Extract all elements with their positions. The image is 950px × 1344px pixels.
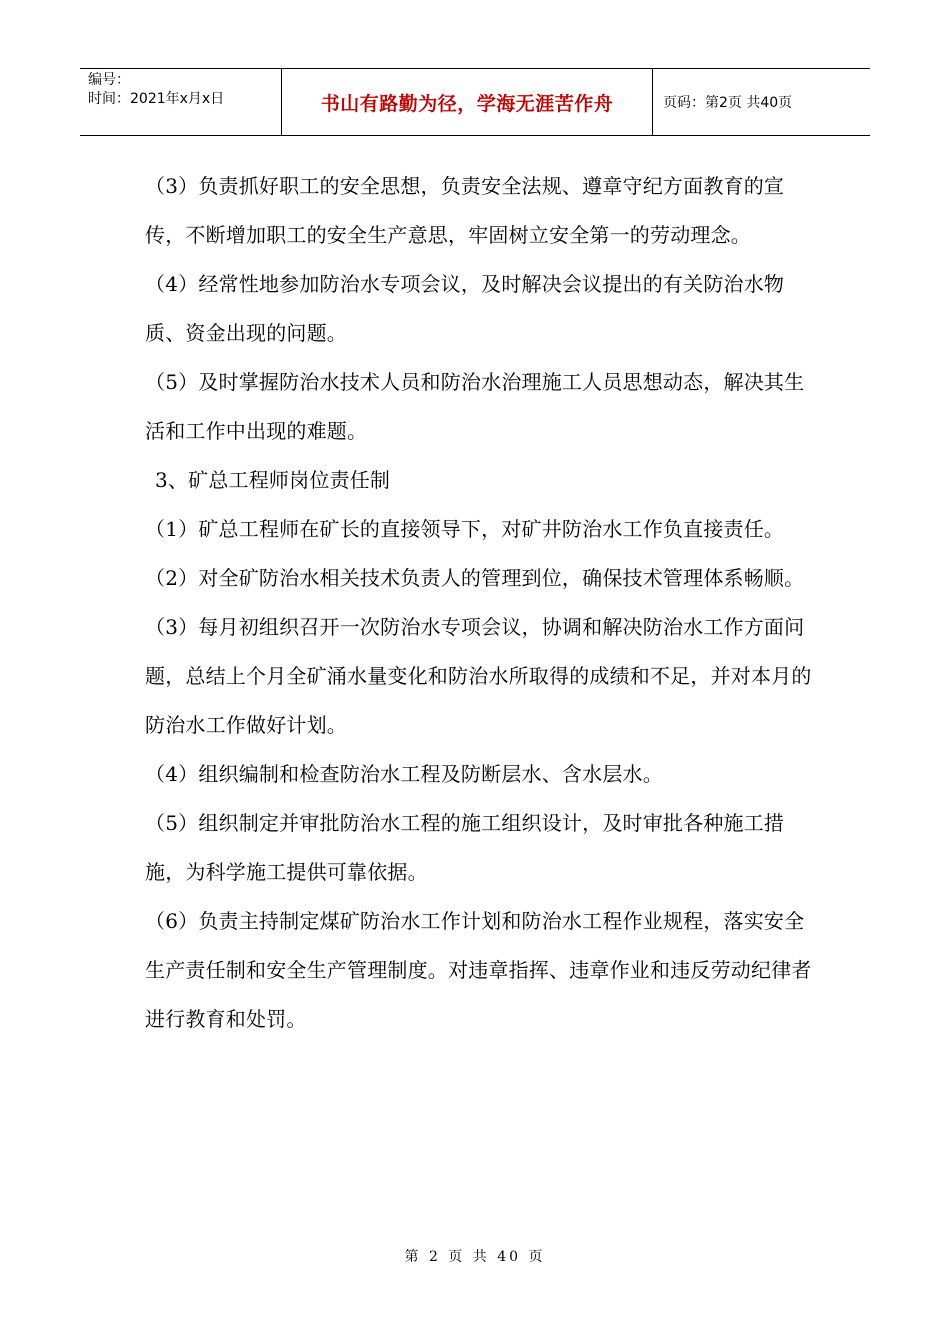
page-header xyxy=(80,68,870,136)
paragraph: （1）矿总工程师在矿长的直接领导下，对矿井防治水工作负直接责任。 xyxy=(145,517,785,541)
paragraph: （4）经常性地参加防治水专项会议，及时解决会议提出的有关防治水物质、资金出现的问题。 xyxy=(145,272,785,345)
document-date: 时间：2021年x月x日 xyxy=(88,91,225,107)
header-motto: 书山有路勤为径，学海无涯苦作舟 xyxy=(282,69,653,135)
paragraph: （3）每月初组织召开一次防治水专项会议，协调和解决防治水工作方面问题，总结上个月全矿涌水量变化和防治水所取得的成绩和不足，并对本月的防治水工作做好计划。 xyxy=(145,615,812,737)
page-footer: 第 2 页 共 40 页 xyxy=(404,1249,546,1265)
paragraph: （5）组织制定并审批防治水工程的施工组织设计，及时审批各种施工措施，为科学施工提供可靠依据。 xyxy=(145,811,785,884)
header-page-info: 页码：第2页 共40页 xyxy=(663,95,793,111)
paragraph: （4）组织编制和检查防治水工程及防断层水、含水层水。 xyxy=(145,762,663,786)
paragraph: （5）及时掌握防治水技术人员和防治水治理施工人员思想动态，解决其生活和工作中出现的难题。 xyxy=(145,370,805,443)
section-heading: 3、矿总工程师岗位责任制 xyxy=(155,468,391,492)
document-number-label: 编号： xyxy=(88,72,130,88)
paragraph: （3）负责抓好职工的安全思想，负责安全法规、遵章守纪方面教育的宣传，不断增加职工的安全生产意思，牢固树立安全第一的劳动理念。 xyxy=(145,174,785,247)
header-meta xyxy=(80,69,282,135)
paragraph: （2）对全矿防治水相关技术负责人的管理到位，确保技术管理体系畅顺。 xyxy=(145,566,805,590)
document-body xyxy=(145,162,813,1044)
paragraph: （6）负责主持制定煤矿防治水工作计划和防治水工程作业规程，落实安全生产责任制和安全生产管理制度。对违章指挥、违章作业和违反劳动纪律者进行教育和处罚。 xyxy=(145,909,812,1031)
